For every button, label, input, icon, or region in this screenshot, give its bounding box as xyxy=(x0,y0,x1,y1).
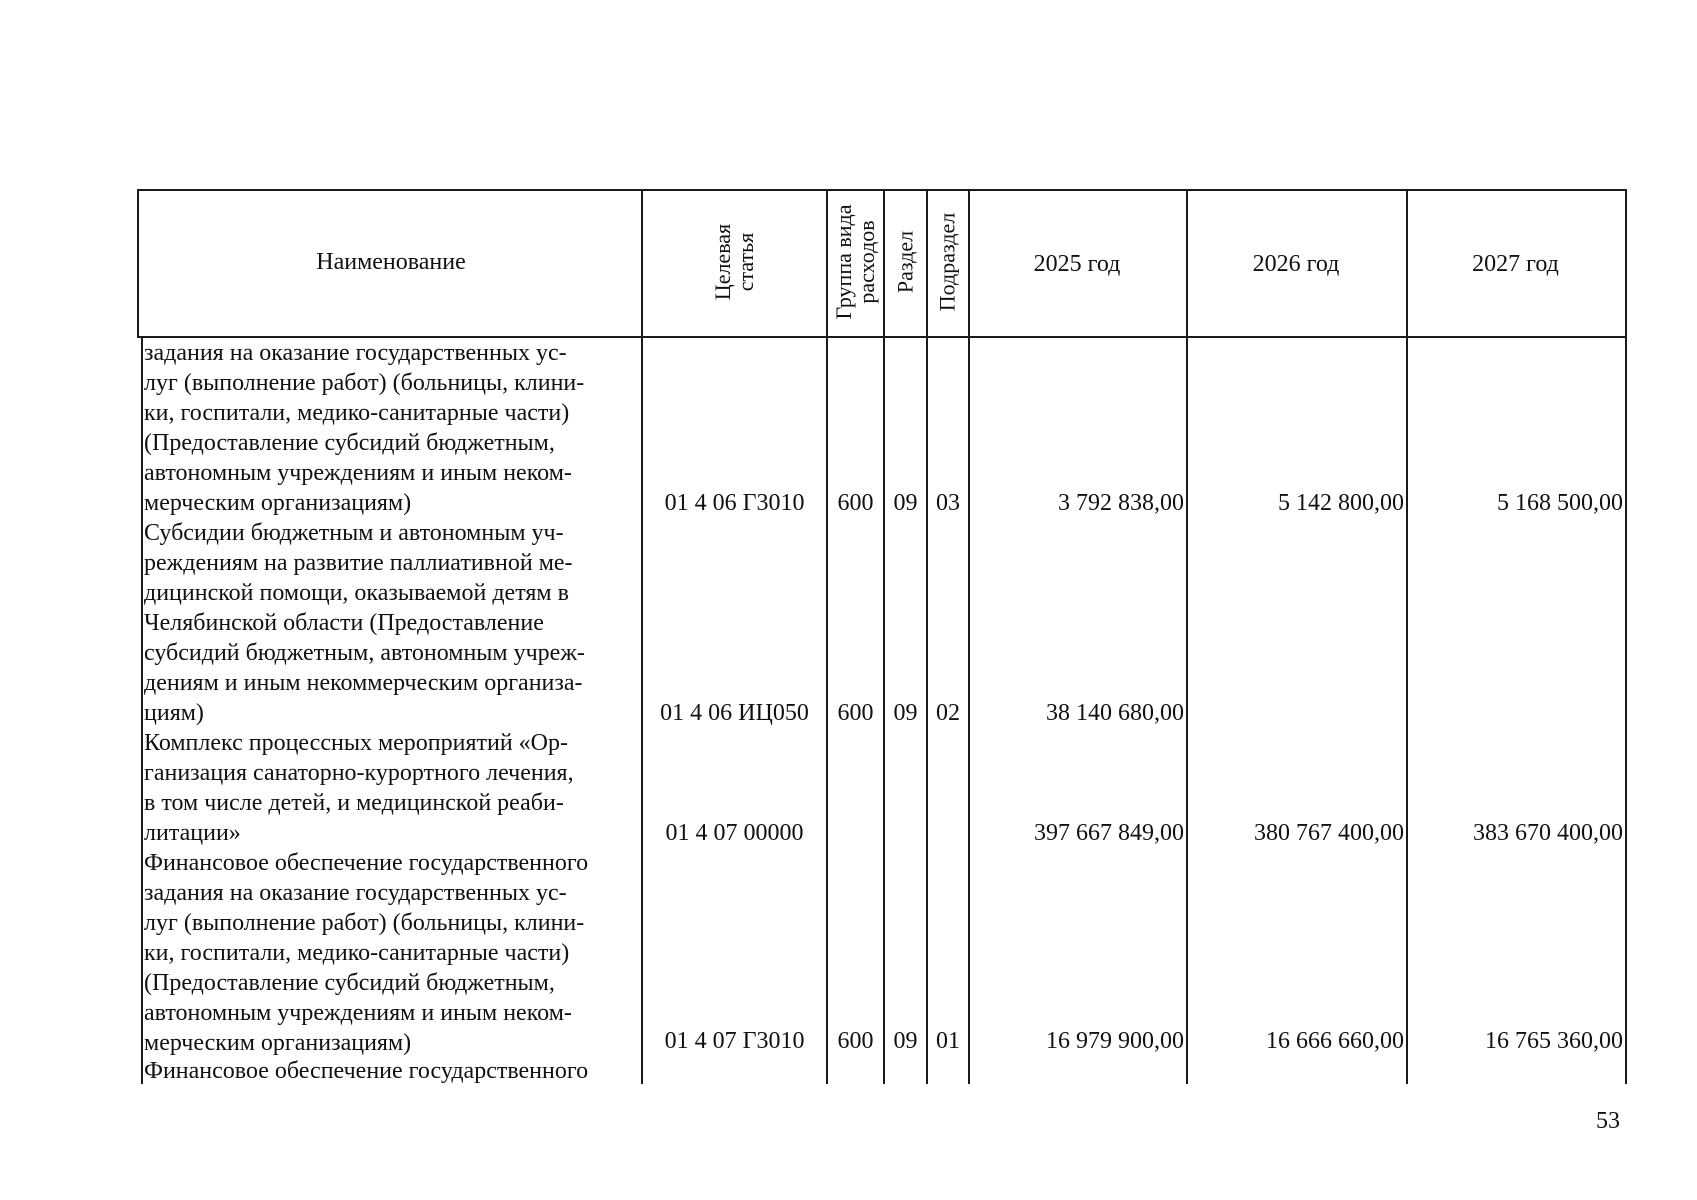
row2-name-line: дениям и иным некоммерческим организа- xyxy=(144,670,583,696)
row1-2025: 3 792 838,00 xyxy=(1058,490,1184,516)
year2026-right-border xyxy=(1406,189,1408,1084)
row1-name-line: ки, госпитали, медико-санитарные части) xyxy=(144,400,570,426)
row1-expense-group: 600 xyxy=(837,490,874,516)
row4-expense-group: 600 xyxy=(837,1028,874,1054)
row3-name-line: в том числе детей, и медицинской реаби- xyxy=(144,790,564,816)
row4-name-line: мерческим организациям) xyxy=(144,1030,412,1056)
row1-subsection: 03 xyxy=(936,490,960,516)
row4-name-line: автономным учреждениям и иным неком- xyxy=(144,1000,572,1026)
header-subsection: Подраздел xyxy=(934,212,960,312)
row1-2027: 5 168 500,00 xyxy=(1497,490,1623,516)
row3-name-line: литации» xyxy=(144,820,241,846)
row5-name-line: Финансовое обеспечение государственного xyxy=(144,1058,589,1084)
row4-name-line: луг (выполнение работ) (больницы, клини- xyxy=(144,910,585,936)
name-column-right-border xyxy=(641,189,643,1084)
row2-2025: 38 140 680,00 xyxy=(1046,700,1184,726)
row3-name xyxy=(144,728,635,848)
row3-2026: 380 767 400,00 xyxy=(1254,820,1404,846)
row2-name xyxy=(144,518,635,728)
row3-name-line: ганизация санаторно-курортного лечения, xyxy=(144,760,574,786)
row1-name-line: задания на оказание государственных ус- xyxy=(144,340,567,366)
header-name: Наименование xyxy=(316,249,466,275)
expense-group-right-border xyxy=(883,189,885,1084)
table-right-border xyxy=(1625,189,1627,1084)
header-target-article-line1: Целевая xyxy=(710,223,735,301)
header-target-article xyxy=(711,224,757,300)
row4-name-line: (Предоставление субсидий бюджетным, xyxy=(144,970,555,996)
row2-name-line: Субсидии бюджетным и автономным уч- xyxy=(144,520,564,546)
row2-subsection: 02 xyxy=(936,700,960,726)
row3-2027: 383 670 400,00 xyxy=(1473,820,1623,846)
name-column-left-border xyxy=(141,336,143,1084)
year2025-right-border xyxy=(1186,189,1188,1084)
row3-target-article: 01 4 07 00000 xyxy=(665,820,804,846)
row4-name-line: ки, госпитали, медико-санитарные части) xyxy=(144,940,570,966)
row2-section: 09 xyxy=(893,700,918,726)
header-expense-group xyxy=(832,205,878,320)
row4-name-line: Финансовое обеспечение государственного xyxy=(144,850,589,876)
header-target-article-line2: статья xyxy=(733,232,758,292)
row3-2025: 397 667 849,00 xyxy=(1034,820,1184,846)
row2-name-line: субсидий бюджетным, автономным учреж- xyxy=(144,640,585,666)
page-number: 53 xyxy=(1596,1108,1620,1134)
row4-2027: 16 765 360,00 xyxy=(1485,1028,1623,1054)
row4-2025: 16 979 900,00 xyxy=(1046,1028,1184,1054)
row1-name-line: луг (выполнение работ) (больницы, клини- xyxy=(144,370,585,396)
row4-subsection: 01 xyxy=(936,1028,960,1054)
header-2025: 2025 год xyxy=(1033,251,1121,277)
table-top-border xyxy=(137,189,1626,191)
row1-target-article: 01 4 06 Г3010 xyxy=(664,490,805,516)
row1-2026: 5 142 800,00 xyxy=(1278,490,1404,516)
row2-name-line: Челябинской области (Предоставление xyxy=(144,610,544,636)
row4-name xyxy=(144,848,635,1058)
header-section: Раздел xyxy=(892,230,918,294)
row1-name-line: мерческим организациям) xyxy=(144,490,412,516)
header-2026: 2026 год xyxy=(1252,251,1340,277)
row2-target-article: 01 4 06 ИЦ050 xyxy=(660,700,809,726)
row2-name-line: циям) xyxy=(144,700,204,726)
header-2027: 2027 год xyxy=(1472,251,1559,277)
row1-section: 09 xyxy=(893,490,918,516)
row1-name-line: (Предоставление субсидий бюджетным, xyxy=(144,430,555,456)
target-article-right-border xyxy=(826,189,828,1084)
row2-name-line: дицинской помощи, оказываемой детям в xyxy=(144,580,569,606)
row4-2026: 16 666 660,00 xyxy=(1266,1028,1404,1054)
header-expense-group-line2: расходов xyxy=(854,220,879,304)
subsection-right-border xyxy=(968,189,970,1084)
row2-expense-group: 600 xyxy=(837,700,874,726)
table-left-border xyxy=(137,189,139,337)
row4-target-article: 01 4 07 Г3010 xyxy=(664,1028,805,1054)
row4-section: 09 xyxy=(893,1028,918,1054)
row1-name xyxy=(144,338,635,518)
row5-name xyxy=(144,1056,635,1086)
header-expense-group-line1: Группа вида xyxy=(831,204,856,320)
row4-name-line: задания на оказание государственных ус- xyxy=(144,880,567,906)
row3-name-line: Комплекс процессных мероприятий «Ор- xyxy=(144,730,569,756)
section-right-border xyxy=(926,189,928,1084)
row1-name-line: автономным учреждениям и иным неком- xyxy=(144,460,572,486)
row2-name-line: реждениям на развитие паллиативной ме- xyxy=(144,550,573,576)
